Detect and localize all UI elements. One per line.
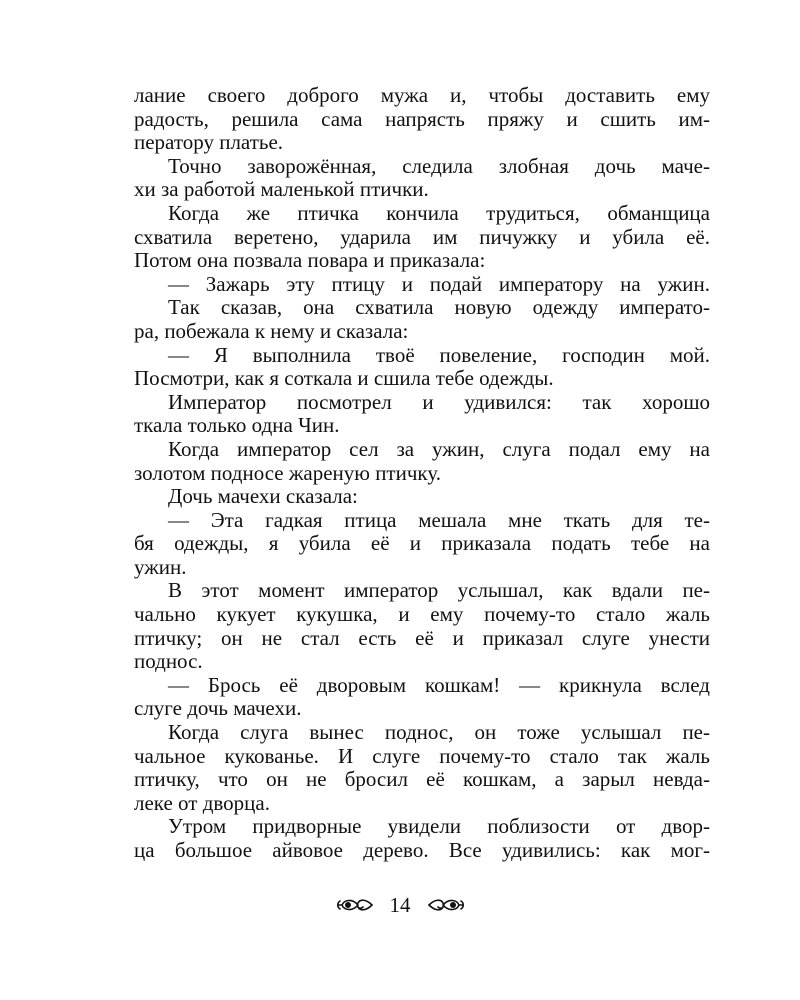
text-line: В этот момент император услышал, как вдали пе- (168, 578, 710, 603)
text-line: Дочь мачехи сказала: (168, 484, 358, 509)
text-line: — Брось её дворовым кошкам! — крикнула вслед (168, 672, 710, 697)
text-line: Когда император сел за ужин, слуга подал ему на (168, 436, 710, 461)
text-line: хи за работой маленькой птички. (134, 177, 429, 202)
text-line: ца большое айвовое дерево. Все удивились: как мог- (134, 838, 710, 862)
body-text (134, 84, 710, 863)
text-line: ткала только одна Чин. (134, 413, 340, 438)
text-line: Император посмотрел и удивился: так хорошо (168, 389, 710, 414)
ornament-right-icon (427, 895, 465, 915)
text-line: лание своего доброго мужа и, чтобы доставить ему (134, 83, 710, 107)
text-line: ператору платье. (134, 130, 284, 155)
text-line: Когда же птичка кончила трудиться, обманщица (168, 200, 710, 225)
text-line: Утром придворные увидели поблизости от двор- (168, 814, 710, 839)
text-line: ра, побежала к нему и сказала: (134, 318, 409, 343)
text-line: — Зажарь эту птицу и подай императору на ужин. (168, 271, 710, 296)
page-number: 14 (389, 893, 411, 917)
text-line: Когда слуга вынес поднос, он тоже услышал пе- (168, 720, 710, 745)
text-line: бя одежды, я убила её и приказала подать тебе на (134, 531, 710, 556)
text-line: — Эта гадкая птица мешала мне ткать для те- (168, 507, 710, 532)
text-line: Посмотри, как я соткала и сшила тебе одежды. (134, 366, 554, 391)
text-line: радость, решила сама напрясть пряжу и сшить им- (134, 106, 710, 131)
text-line: чальное кукованье. И слуге почему-то стало так жаль (134, 743, 710, 768)
text-line: золотом подносе жареную птичку. (134, 460, 441, 485)
text-line: Потом она позвала повара и приказала: (134, 248, 486, 273)
text-line: чально кукует кукушка, и ему почему-то стало жаль (134, 602, 710, 627)
text-line: ужин. (134, 554, 187, 579)
text-line: схватила веретено, ударила им пичужку и убила её. (134, 224, 710, 249)
text-line: птичку, что он не бросил её кошкам, а зарыл невда- (134, 767, 710, 792)
ornament-left-icon (336, 895, 374, 915)
text-line: птичку; он не стал есть её и приказал слуге унести (134, 625, 710, 650)
text-line: леке от дворца. (134, 790, 270, 815)
text-line: слуге дочь мачехи. (134, 696, 302, 721)
page-footer (0, 891, 800, 919)
text-line: — Я выполнила твоё повеление, господин мой. (168, 342, 710, 367)
text-line: Так сказав, она схватила новую одежду императо- (168, 295, 710, 320)
text-line: поднос. (134, 649, 203, 674)
text-line: Точно заворожённая, следила злобная дочь маче- (168, 153, 710, 178)
